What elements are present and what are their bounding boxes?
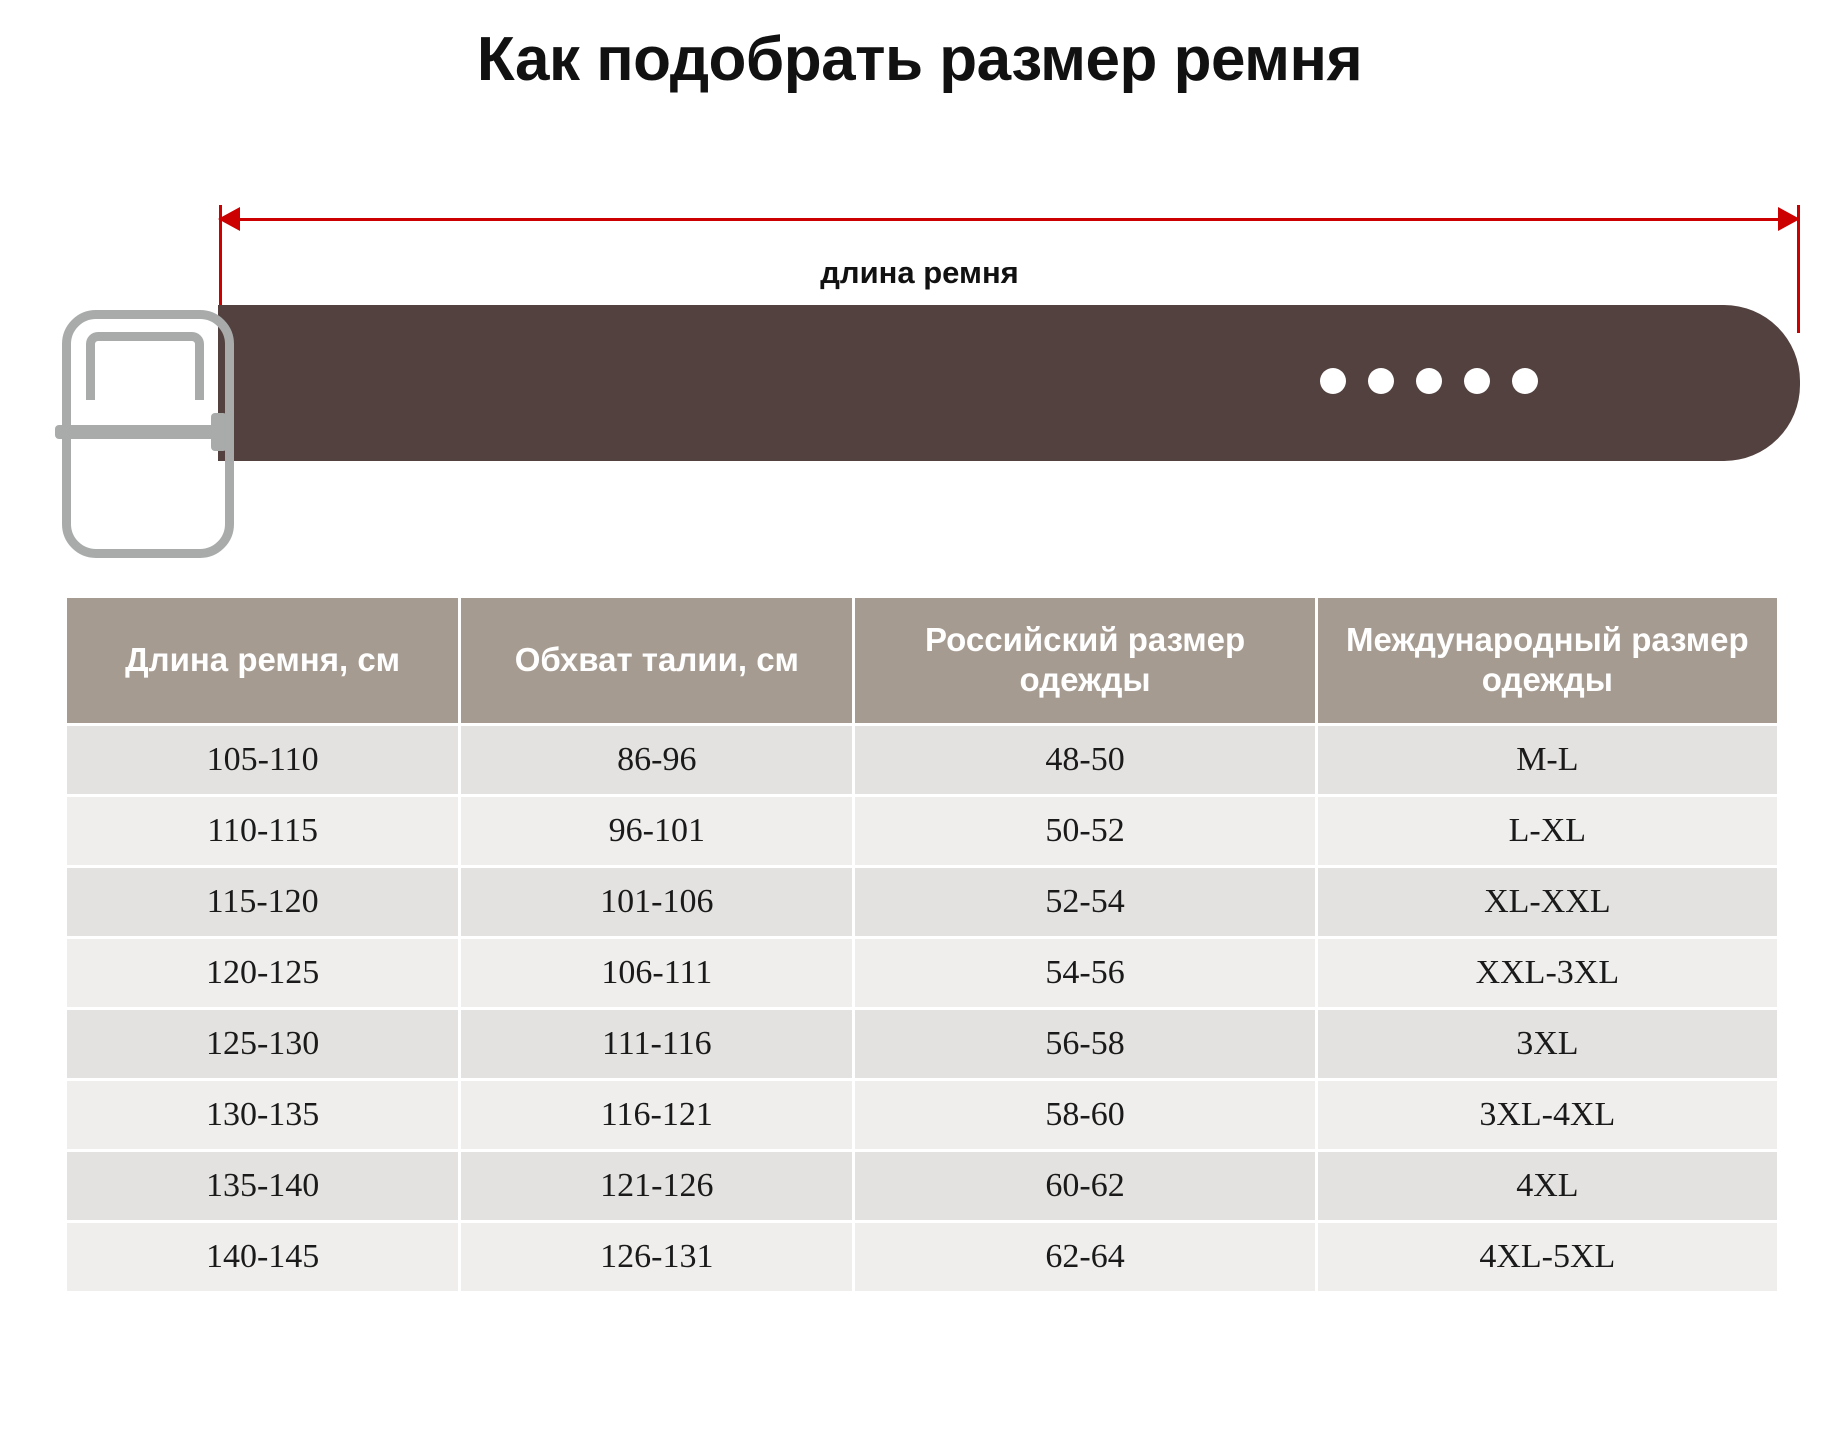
cell-waist: 126-131	[461, 1223, 852, 1291]
arrow-head-right-icon	[1778, 207, 1800, 231]
cell-international-size: 4XL-5XL	[1318, 1223, 1777, 1291]
column-header-international-size: Международный размер одежды	[1318, 598, 1777, 723]
page-title: Как подобрать размер ремня	[476, 25, 1363, 94]
cell-international-size: XXL-3XL	[1318, 939, 1777, 1007]
cell-waist: 101-106	[461, 868, 852, 936]
table-header-row	[67, 598, 1777, 723]
cell-waist: 121-126	[461, 1152, 852, 1220]
cell-waist: 116-121	[461, 1081, 852, 1149]
cell-international-size: XL-XXL	[1318, 868, 1777, 936]
dimension-label: длина ремня	[820, 255, 1019, 290]
belt-hole	[1320, 368, 1346, 394]
cell-waist: 86-96	[461, 726, 852, 794]
table-row	[67, 1223, 1777, 1291]
cell-russian-size: 48-50	[855, 726, 1314, 794]
cell-belt-length: 105-110	[67, 726, 458, 794]
cell-belt-length: 140-145	[67, 1223, 458, 1291]
column-header-belt-length: Длина ремня, см	[67, 598, 458, 723]
cell-russian-size: 60-62	[855, 1152, 1314, 1220]
cell-belt-length: 130-135	[67, 1081, 458, 1149]
table-row	[67, 1152, 1777, 1220]
cell-belt-length: 115-120	[67, 868, 458, 936]
cell-russian-size: 62-64	[855, 1223, 1314, 1291]
cell-belt-length: 125-130	[67, 1010, 458, 1078]
cell-waist: 111-116	[461, 1010, 852, 1078]
cell-belt-length: 110-115	[67, 797, 458, 865]
cell-russian-size: 58-60	[855, 1081, 1314, 1149]
table-row	[67, 1081, 1777, 1149]
table-row	[67, 1010, 1777, 1078]
belt-hole	[1416, 368, 1442, 394]
belt-buckle-pin-knob	[211, 413, 227, 451]
table-row	[67, 797, 1777, 865]
belt-buckle-pin	[55, 425, 233, 439]
table-row	[67, 868, 1777, 936]
cell-international-size: 3XL-4XL	[1318, 1081, 1777, 1149]
cell-international-size: L-XL	[1318, 797, 1777, 865]
table-row	[67, 726, 1777, 794]
cell-waist: 106-111	[461, 939, 852, 1007]
belt-hole	[1368, 368, 1394, 394]
cell-belt-length: 120-125	[67, 939, 458, 1007]
cell-russian-size: 54-56	[855, 939, 1314, 1007]
cell-waist: 96-101	[461, 797, 852, 865]
belt-buckle-loop	[86, 332, 204, 400]
cell-russian-size: 52-54	[855, 868, 1314, 936]
cell-belt-length: 135-140	[67, 1152, 458, 1220]
dimension-arrow	[218, 207, 1800, 231]
belt-hole	[1464, 368, 1490, 394]
cell-international-size: 3XL	[1318, 1010, 1777, 1078]
belt-hole	[1512, 368, 1538, 394]
column-header-russian-size: Российский размер одежды	[855, 598, 1314, 723]
cell-international-size: M-L	[1318, 726, 1777, 794]
cell-russian-size: 56-58	[855, 1010, 1314, 1078]
arrow-head-left-icon	[218, 207, 240, 231]
cell-international-size: 4XL	[1318, 1152, 1777, 1220]
belt-holes	[1320, 368, 1620, 398]
table-row	[67, 939, 1777, 1007]
column-header-waist: Обхват талии, см	[461, 598, 852, 723]
dimension-arrow-line	[230, 218, 1788, 221]
belt-size-table	[64, 595, 1780, 1294]
belt-diagram	[0, 175, 1839, 505]
cell-russian-size: 50-52	[855, 797, 1314, 865]
